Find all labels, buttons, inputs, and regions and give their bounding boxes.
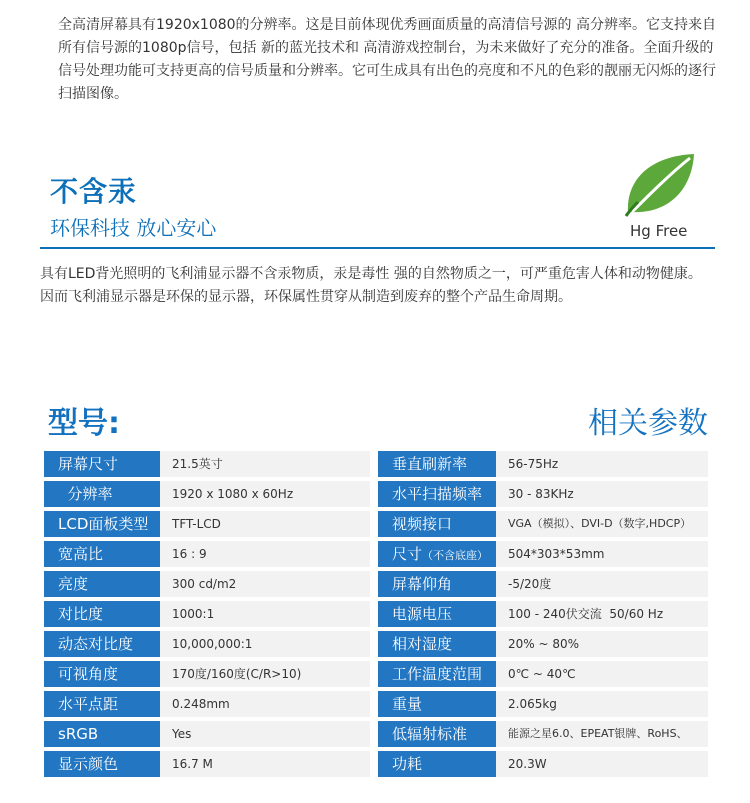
spec-value: VGA（模拟）、DVI-D（数字,HDCP） (496, 511, 708, 537)
spec-value: 16 : 9 (160, 541, 370, 567)
spec-value: 1000:1 (160, 601, 370, 627)
spec-key: 重量 (378, 691, 496, 717)
spec-key: 工作温度范围 (378, 661, 496, 687)
spec-table (44, 449, 708, 779)
spec-row (44, 719, 708, 749)
spec-key: 动态对比度 (44, 631, 160, 657)
spec-row (44, 629, 708, 659)
mercury-free-description: 具有LED背光照明的飞利浦显示器不含汞物质，汞是毒性 强的自然物质之一，可严重危害人体和动物健康。因而飞利浦显示器是环保的显示器，环保属性贯穿从制造到废弃的整个产品生命周期。 (40, 266, 702, 305)
spec-value: 10,000,000:1 (160, 631, 370, 657)
spec-value: 能源之星6.0、EPEAT银牌、RoHS、 (496, 721, 708, 747)
spec-row (44, 479, 708, 509)
spec-value: 504*303*53mm (496, 541, 708, 567)
spec-value: Yes (160, 721, 370, 747)
spec-row (44, 539, 708, 569)
spec-key: 低辐射标准 (378, 721, 496, 747)
intro-paragraph: 全高清屏幕具有1920x1080的分辨率。这是目前体现优秀画面质量的高清信号源的 高分辨率。它支持来自所有信号源的1080p信号，包括 新的蓝光技术和 高清游戏控制台，为未来做好了充分的准备。全面升级的信号处理功能可支持更高的信号质量和分辨率。它可生成具有出色的亮度和不凡的色彩的靓丽无闪烁的逐行扫描图像。 (58, 17, 716, 102)
spec-value: TFT-LCD (160, 511, 370, 537)
spec-value: 2.065kg (496, 691, 708, 717)
spec-value: 1920 x 1080 x 60Hz (160, 481, 370, 507)
spec-value: 0.248mm (160, 691, 370, 717)
params-label: 相关参数 (588, 406, 708, 441)
spec-key: 电源电压 (378, 601, 496, 627)
spec-key-label: 尺寸 (392, 545, 423, 563)
spec-key: 垂直刷新率 (378, 451, 496, 477)
spec-value: 20.3W (496, 751, 708, 777)
spec-value: 170度/160度(C/R>10) (160, 661, 370, 687)
section-divider (40, 247, 715, 249)
spec-row (44, 569, 708, 599)
spec-row (44, 449, 708, 479)
spec-value: 20% ~ 80% (496, 631, 708, 657)
spec-key: 水平扫描频率 (378, 481, 496, 507)
spec-key-note: （不含底座） (422, 549, 489, 562)
model-label: 型号: (48, 406, 120, 441)
spec-key: 相对湿度 (378, 631, 496, 657)
spec-row (44, 749, 708, 779)
spec-row (44, 689, 708, 719)
spec-key: 对比度 (44, 601, 160, 627)
spec-row (44, 659, 708, 689)
spec-key: 亮度 (44, 571, 160, 597)
spec-key (378, 541, 496, 567)
mercury-free-title: 不含汞 (50, 175, 138, 208)
spec-key: 显示颜色 (44, 751, 160, 777)
spec-value: 30 - 83KHz (496, 481, 708, 507)
spec-value: -5/20度 (496, 571, 708, 597)
spec-value: 300 cd/m2 (160, 571, 370, 597)
spec-key: 屏幕尺寸 (44, 451, 160, 477)
hg-free-badge: Hg Free (630, 222, 688, 240)
spec-key: 可视角度 (44, 661, 160, 687)
mercury-free-subtitle: 环保科技 放心安心 (50, 216, 217, 240)
spec-key: 宽高比 (44, 541, 160, 567)
spec-key: 功耗 (378, 751, 496, 777)
spec-value: 0℃ ~ 40℃ (496, 661, 708, 687)
spec-row (44, 509, 708, 539)
spec-key: LCD面板类型 (44, 511, 160, 537)
spec-key: sRGB (44, 721, 160, 747)
spec-key: 屏幕仰角 (378, 571, 496, 597)
spec-row (44, 599, 708, 629)
spec-value: 100 - 240伏交流 50/60 Hz (496, 601, 708, 627)
spec-value: 16.7 M (160, 751, 370, 777)
spec-key: 视频接口 (378, 511, 496, 537)
spec-value: 56-75Hz (496, 451, 708, 477)
spec-key: 分辨率 (44, 481, 160, 507)
leaf-icon (620, 150, 700, 220)
spec-value: 21.5英寸 (160, 451, 370, 477)
spec-key: 水平点距 (44, 691, 160, 717)
